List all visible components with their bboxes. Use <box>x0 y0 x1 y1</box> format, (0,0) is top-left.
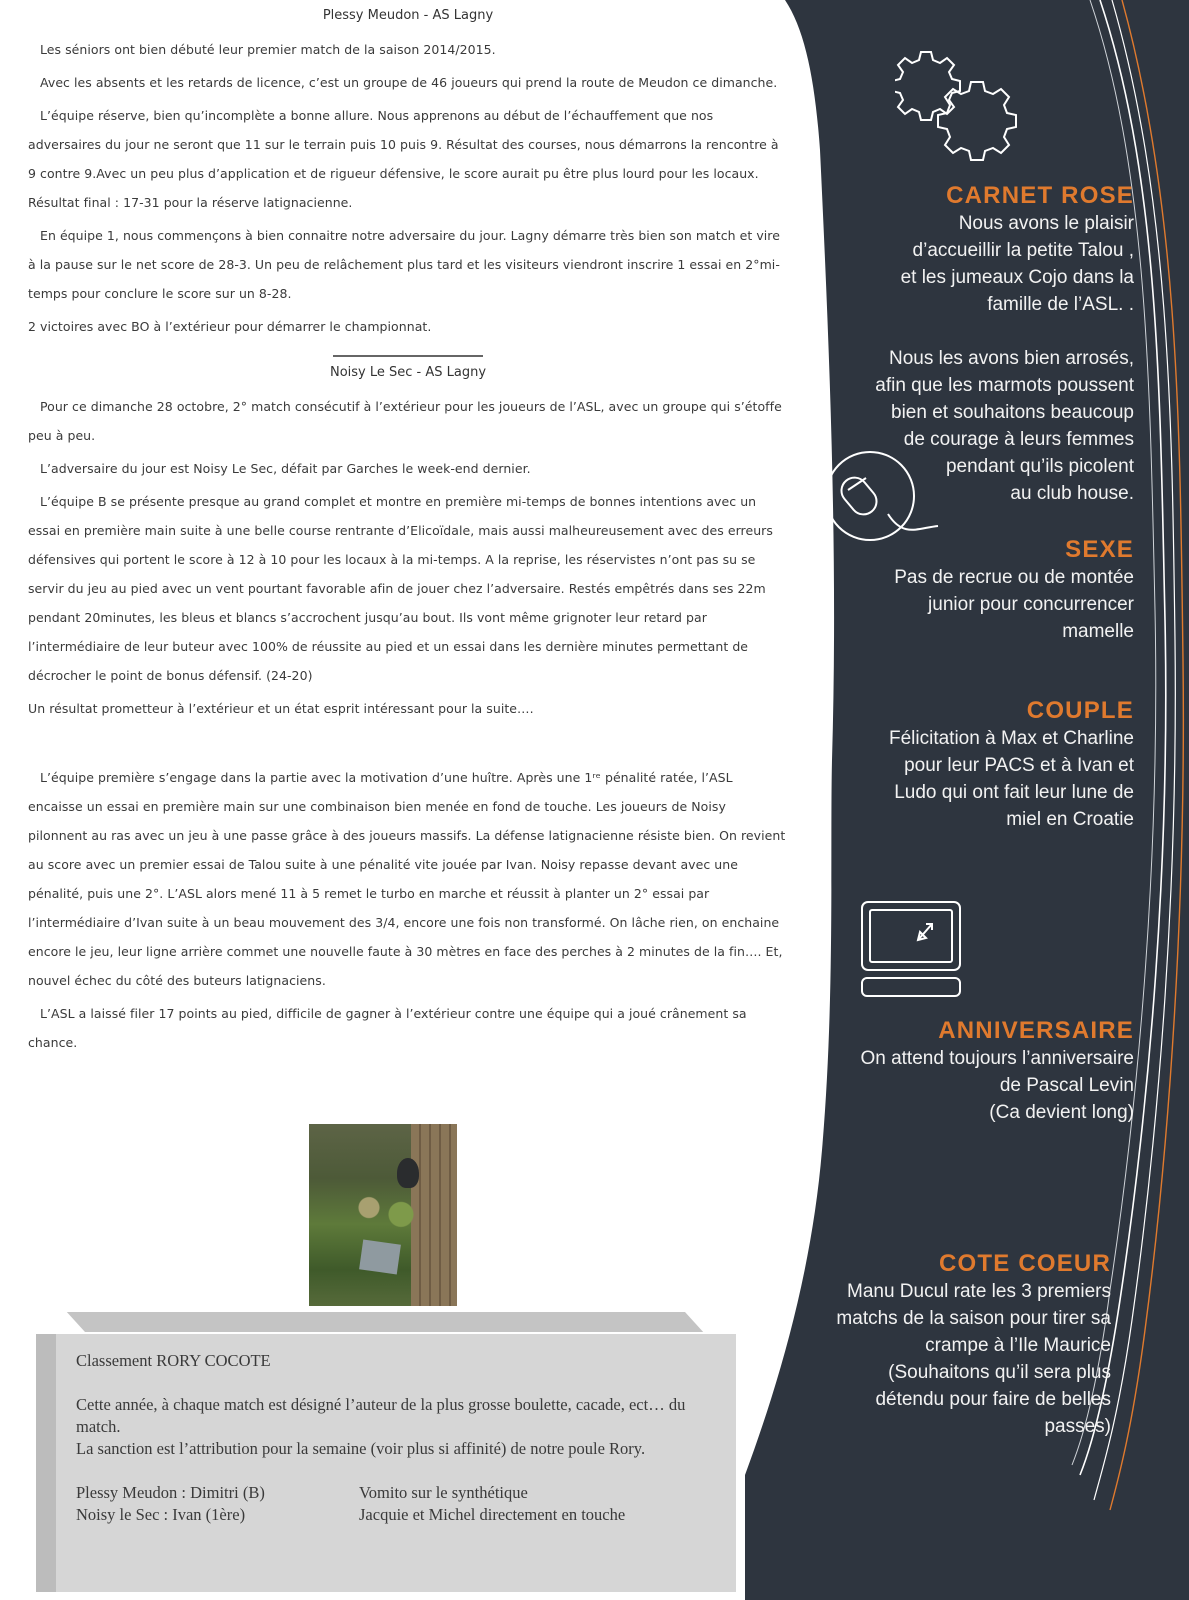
article-paragraph: L’équipe réserve, bien qu’incomplète a bonne allure. Nous apprenons au début de l’échauffement que nos adversaires du jour ne seront que 11 sur le terrain puis 10 puis 9. Résultat des courses, nous démarrons la rencontre à 9 contre 9.Avec un peu plus d’application et de rigueur défensive, le score aurait pu être plus lourd pour les locaux. Résultat final : 17-31 pour la réserve latignacienne. <box>28 108 779 210</box>
box-row-what: Vomito sur le synthétique <box>359 1483 528 1502</box>
section-title: COTE COEUR <box>938 1250 1111 1277</box>
section-title: SEXE <box>1065 536 1134 563</box>
section-cote-coeur <box>791 1250 1111 1440</box>
article-paragraph: L’adversaire du jour est Noisy Le Sec, défait par Garches le week-end dernier. <box>40 461 531 476</box>
box-row-who: Plessy Meudon : Dimitri (B) <box>76 1483 265 1502</box>
box-paragraph: La sanction est l’attribution pour la semaine (voir plus si affinité) de notre poule Rory. <box>76 1439 646 1458</box>
section-text: Manu Ducul rate les 3 premiers matchs de la saison pour tirer sa crampe à l’Ile Maurice (Souhaitons qu’il sera plus détendu pour faire de belles passes) <box>836 1281 1111 1437</box>
article-paragraph: L’équipe première s’engage dans la partie avec la motivation d’une huître. Après une 1ʳᵉ pénalité ratée, l’ASL encaisse un essai en première main sur une combinaison bien menée en fond de touche. Les joueurs de Noisy pilonnent au ras avec un jeu à une passe grâce à des joueurs massifs. La défense latignacienne résiste bien. On revient au score avec un premier essai de Talou suite à une pénalité vite jouée par Ivan. Noisy repasse devant avec une pénalité, puis une 2°. L’ASL alors mené 11 à 5 remet le turbo en marche et réussit à planter un 2° essai par l’intermédiaire d’Ivan suite à un beau mouvement des 3/4, encore une fois non transformé. On lâche rien, on enchaine encore le jeu, leur ligne arrière commet une nouvelle faute à 30 mètres en face des perches à 2 minutes de la fin…. Et, nouvel échec du côté des buteurs latignaciens. <box>28 770 786 988</box>
box-row-who: Noisy le Sec : Ivan (1ère) <box>76 1505 246 1524</box>
article-paragraph: En équipe 1, nous commençons à bien connaitre notre adversaire du jour. Lagny démarre très bien son match et vire à la pause sur le net score de 28-3. Un peu de relâchement plus tard et les visiteurs viendront inscrire 1 essai en 2°mi-temps pour conclure le score sur un 8-28. <box>28 228 780 301</box>
article-paragraph: Un résultat prometteur à l’extérieur et un état esprit intéressant pour la suite…. <box>28 701 534 716</box>
section-text: Félicitation à Max et Charline pour leur PACS et à Ivan et Ludo qui ont fait leur lune de miel en Croatie <box>889 728 1134 830</box>
garden-photo <box>309 1124 457 1306</box>
section-couple <box>834 697 1134 833</box>
match1-title: Plessy Meudon - AS Lagny <box>322 8 494 23</box>
section-anniversaire <box>814 1017 1134 1126</box>
gears-icon <box>895 44 1035 164</box>
computer-icon <box>860 900 970 1000</box>
section-text: Pas de recrue ou de montée junior pour concurrencer mamelle <box>894 567 1134 642</box>
section-sexe <box>834 536 1134 645</box>
article-paragraph: Les séniors ont bien débuté leur premier match de la saison 2014/2015. <box>40 42 496 57</box>
article-paragraph: L’équipe B se présente presque au grand complet et montre en première mi-temps de bonnes intentions avec un essai en première main suite à une belle course rentrante d’Elicoïdale, mais aussi malheureusement avec des erreurs défensives qui portent le score à 12 à 10 pour les locaux à la mi-temps. A la reprise, les réservistes n’ont pas su se servir du jeu au pied avec un vent pourtant favorable afin de jouer chez l’adversaire. Restés empêtrés dans ses 22m pendant 20minutes, les bleus et blancs s’accrochent jusqu’au bout. Ils vont même grignoter leur retard par l’intermédiaire de leur buteur avec 100% de réussite au pied et un essai dans les dernière minutes permettant de décrocher le point de bonus défensif. (24-20) <box>28 494 773 683</box>
article-paragraph: 2 victoires avec BO à l’extérieur pour démarrer le championnat. <box>28 319 432 334</box>
section-separator <box>333 355 483 357</box>
article-paragraph: Pour ce dimanche 28 octobre, 2° match consécutif à l’extérieur pour les joueurs de l’ASL, avec un groupe qui s’étoffe peu à peu. <box>28 399 782 443</box>
section-title: CARNET ROSE <box>946 182 1134 209</box>
section-text: Nous avons le plaisir d’accueillir la petite Talou , et les jumeaux Cojo dans la famille de l’ASL. . Nous les avons bien arrosés, afin que les marmots poussent bien et souhaitons beaucoup de courage à leurs femmes pendant qu’ils picolent au club house. <box>875 213 1134 504</box>
box-bevel <box>35 1312 735 1332</box>
box-row <box>76 1504 716 1526</box>
section-carnet-rose <box>844 182 1134 507</box>
section-title: COUPLE <box>1026 697 1134 724</box>
section-text: On attend toujours l’anniversaire de Pascal Levin (Ca devient long) <box>860 1048 1134 1123</box>
section-title: ANNIVERSAIRE <box>938 1017 1134 1044</box>
box-title: Classement RORY COCOTE <box>76 1351 271 1370</box>
match2-title: Noisy Le Sec - AS Lagny <box>329 365 487 380</box>
box-paragraph: Cette année, à chaque match est désigné l’auteur de la plus grosse boulette, cacade, ect… du match. <box>76 1395 686 1436</box>
box-row <box>76 1482 716 1504</box>
article-paragraph: Avec les absents et les retards de licence, c’est un groupe de 46 joueurs qui prend la route de Meudon ce dimanche. <box>40 75 778 90</box>
article <box>28 0 788 1061</box>
box-row-what: Jacquie et Michel directement en touche <box>359 1505 626 1524</box>
rory-cocote-box <box>56 1334 736 1592</box>
article-paragraph: L’ASL a laissé filer 17 points au pied, difficile de gagner à l’extérieur contre une équipe qui a joué crânement sa chance. <box>28 1006 747 1050</box>
